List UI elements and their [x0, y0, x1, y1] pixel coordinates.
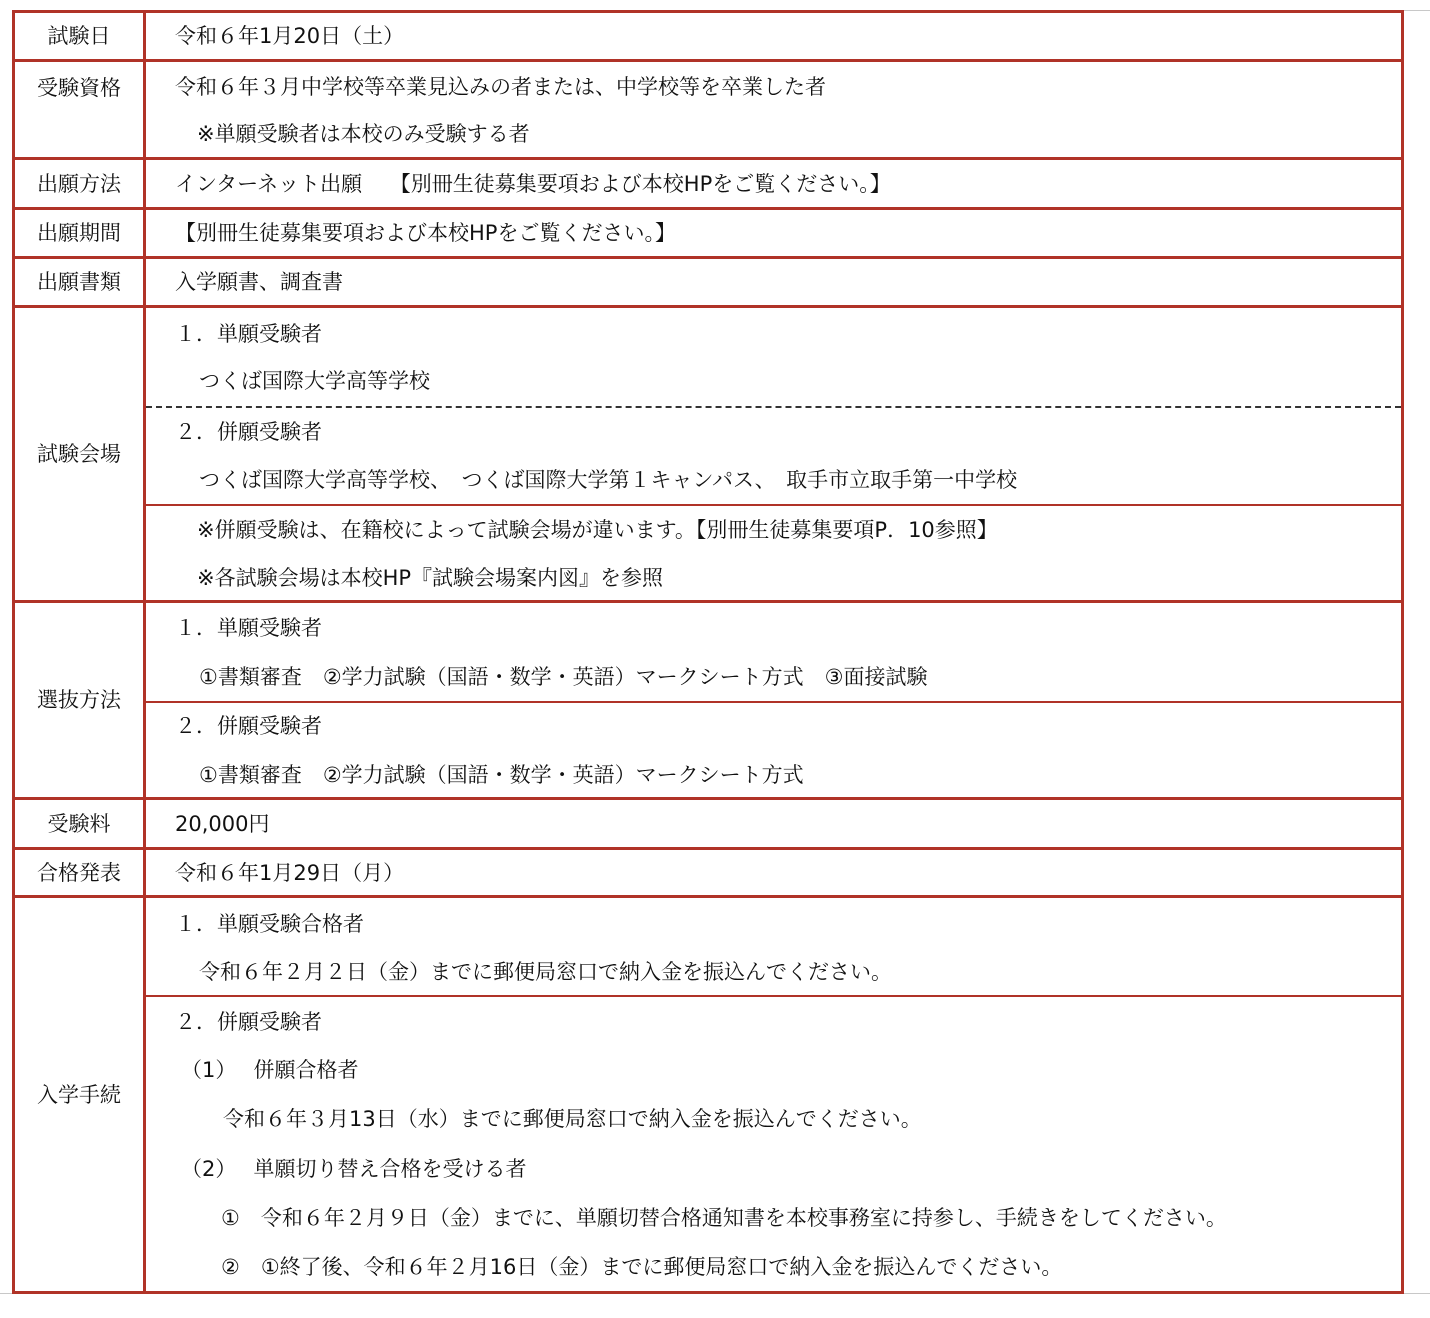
- enrollment-sub2-heading: （2） 単願切り替え合格を受ける者: [181, 1157, 527, 1181]
- eligibility-text: 令和６年３月中学校等卒業見込みの者または、中学校等を卒業した者: [175, 75, 826, 99]
- inner-divider: [146, 701, 1401, 703]
- selection-dual-detail: ①書類審査 ②学力試験（国語・数学・英語）マークシート方式: [199, 763, 804, 787]
- fee-value: 20,000円: [175, 812, 270, 836]
- row-divider: [15, 895, 1401, 898]
- venue-single-heading: １．単願受験者: [175, 322, 322, 346]
- selection-dual-heading: ２．併願受験者: [175, 714, 322, 738]
- row-divider: [15, 847, 1401, 850]
- exam-date-value: 令和６年1月20日（土）: [175, 24, 405, 48]
- enrollment-single-heading: １．単願受験合格者: [175, 912, 364, 936]
- page-edge-line: [1404, 10, 1430, 11]
- application-method-value: インターネット出願 【別冊生徒募集要項および本校HPをご覧ください。】: [175, 172, 891, 196]
- eligibility-note: ※単願受験者は本校のみ受験する者: [197, 122, 530, 146]
- label-fee: 受験料: [47, 811, 111, 836]
- label-selection: 選抜方法: [37, 688, 121, 712]
- row-divider: [15, 256, 1401, 259]
- venue-note-1: ※併願受験は、在籍校によって試験会場が違います。【別冊生徒募集要項P．10参照】: [197, 518, 998, 542]
- label-application-period: 出願期間: [37, 221, 121, 245]
- selection-single-detail: ①書類審査 ②学力試験（国語・数学・英語）マークシート方式 ③面接試験: [199, 665, 928, 689]
- enrollment-dual-heading: ２．併願受験者: [175, 1010, 322, 1034]
- venue-dual-places: つくば国際大学高等学校、 つくば国際大学第１キャンパス、 取手市立取手第一中学校: [199, 468, 1018, 492]
- enrollment-single-detail: 令和６年２月２日（金）までに郵便局窓口で納入金を振込んでください。: [199, 960, 892, 984]
- row-divider: [15, 207, 1401, 210]
- page-edge-line: [1404, 1293, 1430, 1294]
- dashed-divider: [146, 406, 1401, 408]
- page-edge-line: [0, 1293, 12, 1294]
- row-divider: [15, 59, 1401, 62]
- inner-divider: [146, 504, 1401, 506]
- venue-dual-heading: ２．併願受験者: [175, 420, 322, 444]
- selection-single-heading: １．単願受験者: [175, 616, 322, 640]
- label-enrollment: 入学手続: [37, 1082, 121, 1107]
- row-divider: [15, 600, 1401, 603]
- inner-divider: [146, 995, 1401, 997]
- enrollment-sub2-step2: ② ①終了後、令和６年２月16日（金）までに郵便局窓口で納入金を振込んでください。: [221, 1255, 1063, 1279]
- announcement-value: 令和６年1月29日（月）: [175, 861, 405, 885]
- enrollment-sub1-detail: 令和６年３月13日（水）までに郵便局窓口で納入金を振込んでください。: [223, 1107, 922, 1131]
- label-exam-date: 試験日: [47, 24, 111, 48]
- label-venue: 試験会場: [37, 442, 121, 466]
- label-announcement: 合格発表: [37, 860, 121, 885]
- label-documents: 出願書類: [37, 270, 121, 294]
- label-application-method: 出願方法: [37, 171, 121, 196]
- venue-single-place: つくば国際大学高等学校: [199, 369, 430, 393]
- row-divider: [15, 157, 1401, 160]
- enrollment-sub2-step1: ① 令和６年２月９日（金）までに、単願切替合格通知書を本校事務室に持参し、手続きをしてください。: [221, 1206, 1227, 1230]
- row-divider: [15, 797, 1401, 800]
- label-eligibility: 受験資格: [37, 76, 121, 100]
- venue-note-2: ※各試験会場は本校HP『試験会場案内図』を参照: [197, 566, 664, 590]
- application-period-value: 【別冊生徒募集要項および本校HPをご覧ください。】: [175, 221, 676, 245]
- column-divider: [143, 13, 146, 1291]
- documents-value: 入学願書、調査書: [175, 270, 343, 294]
- enrollment-sub1-heading: （1） 併願合格者: [181, 1058, 359, 1082]
- row-divider: [15, 305, 1401, 308]
- admission-info-table: [12, 10, 1404, 1294]
